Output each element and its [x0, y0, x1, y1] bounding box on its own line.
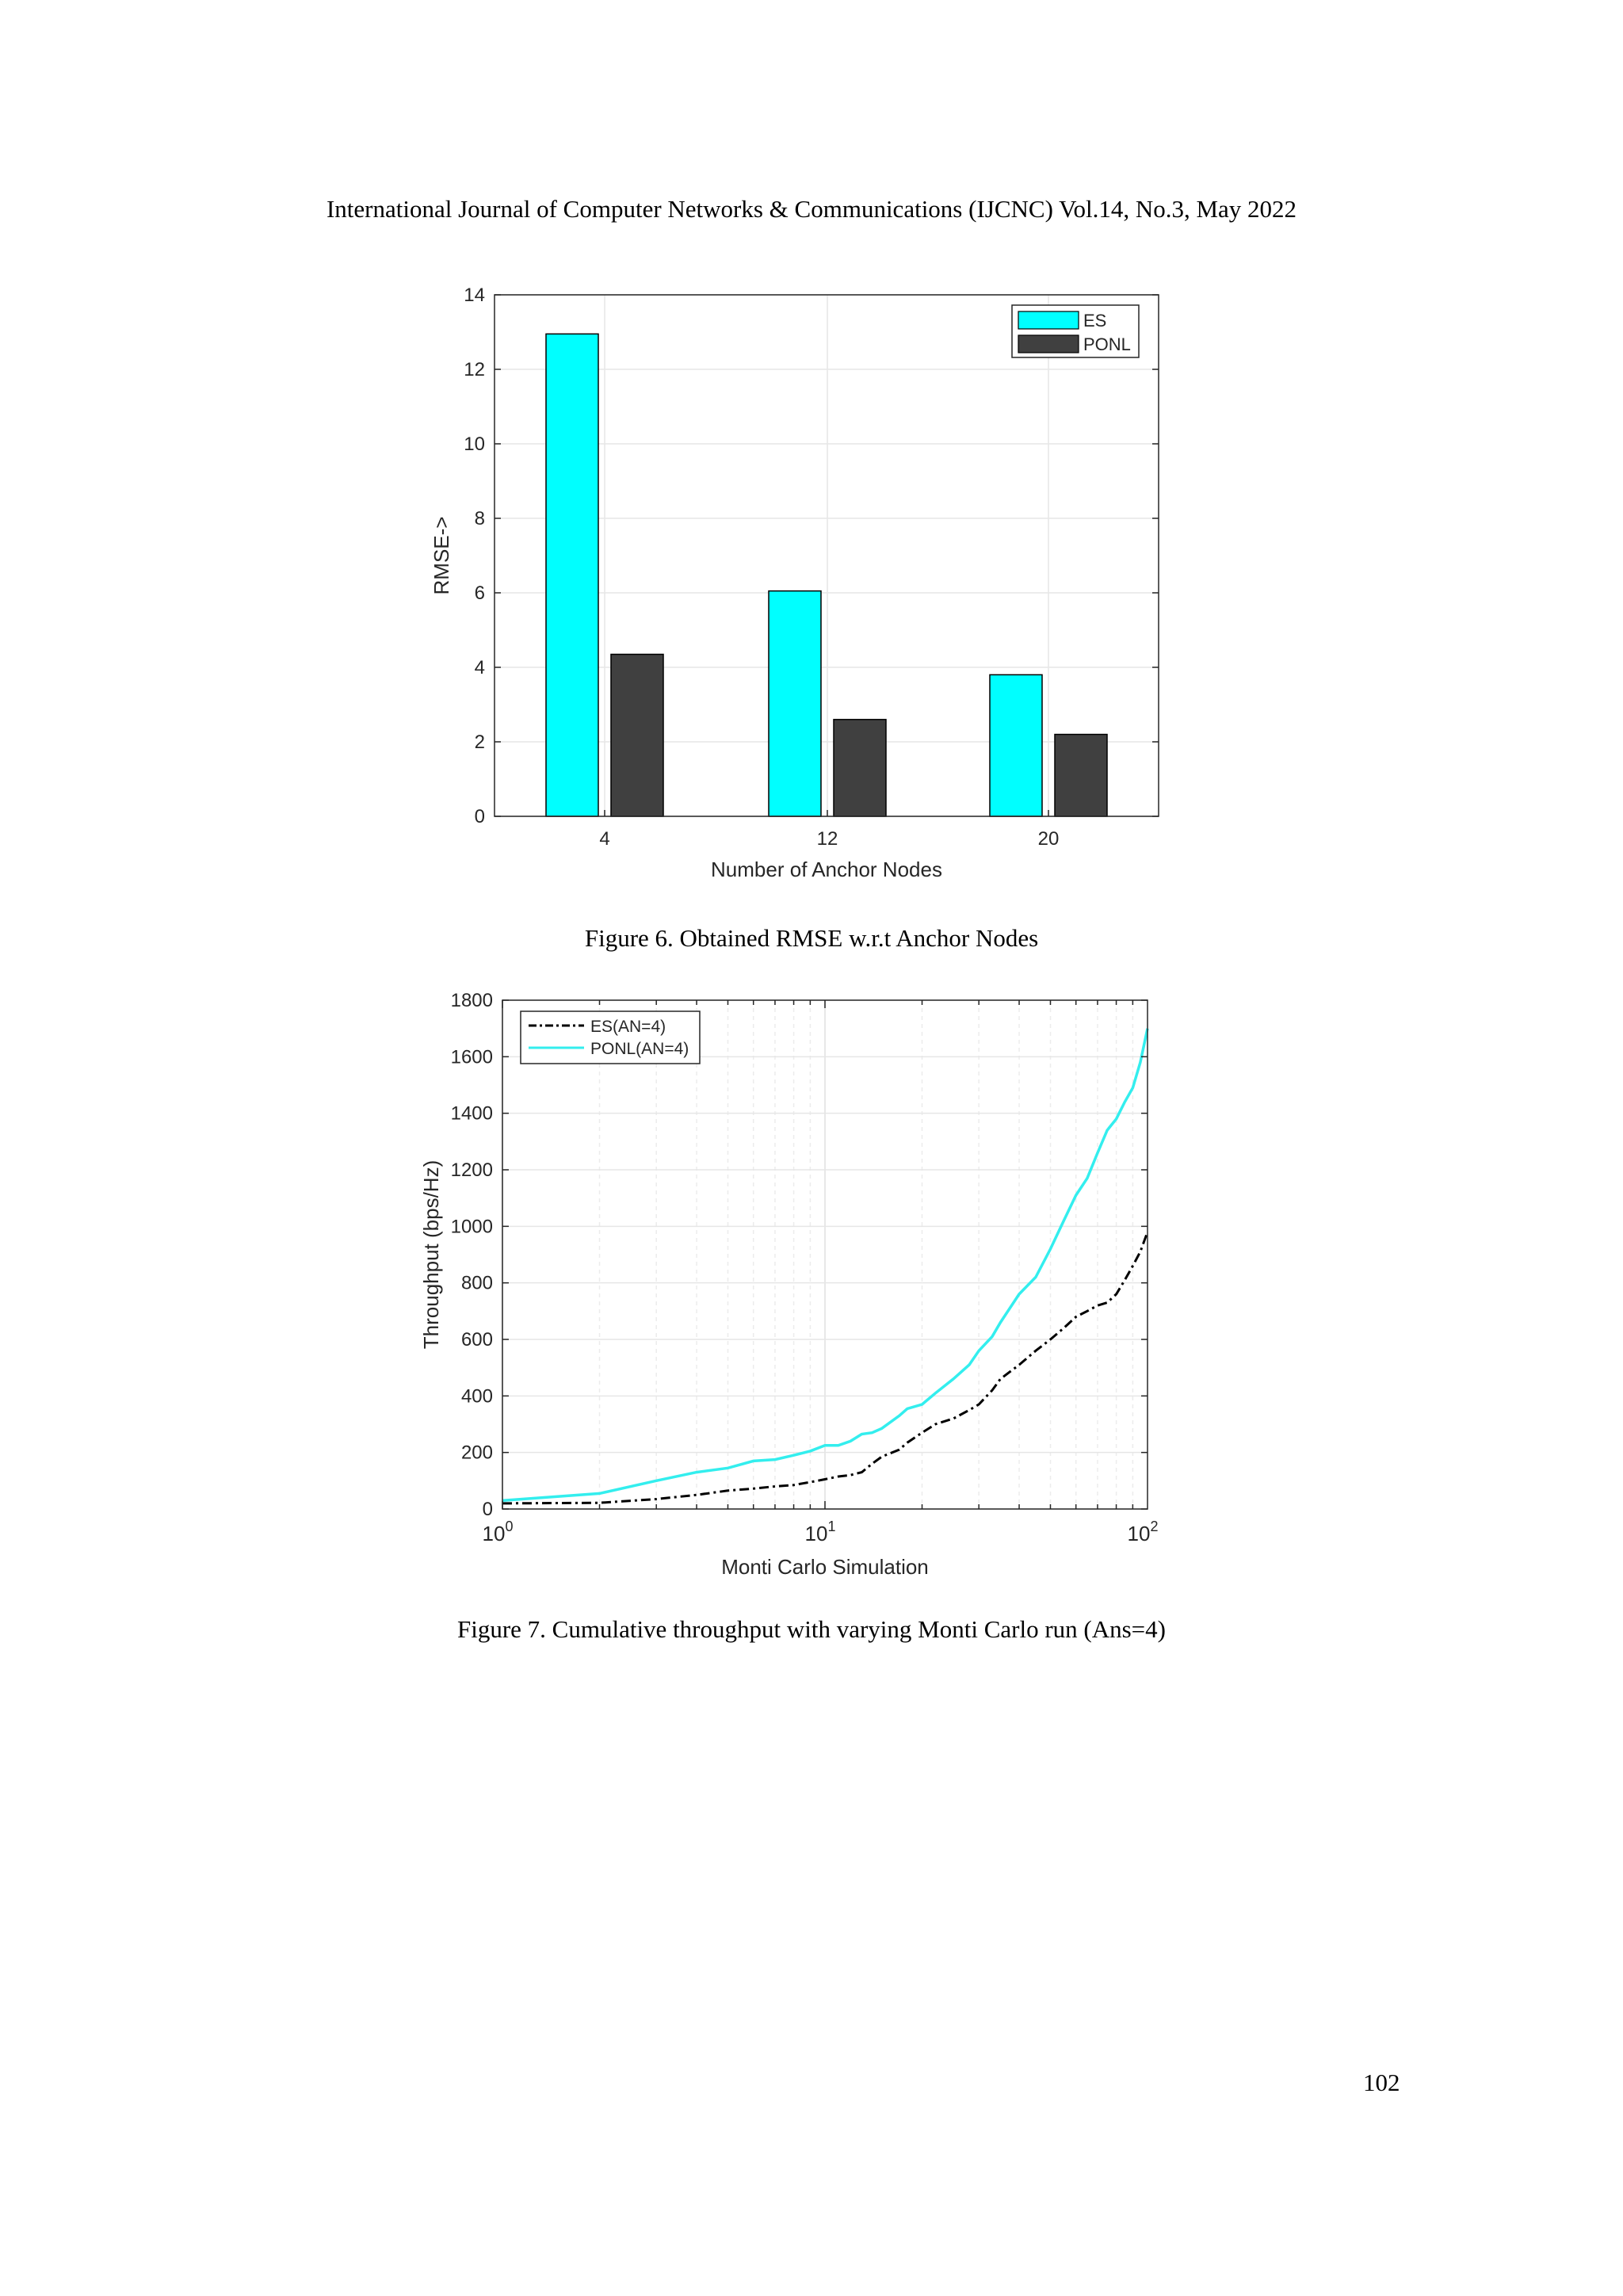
y-axis-label: RMSE-> [430, 516, 453, 595]
y-tick-label: 0 [474, 806, 485, 827]
y-tick-label: 1200 [450, 1159, 493, 1181]
x-tick-label: 20 [1037, 828, 1060, 850]
y-axis-label: Throughput (bps/Hz) [419, 1159, 443, 1350]
journal-header: International Journal of Computer Networks & Communications (IJCNC) Vol.14, No.3, May 2022 [326, 195, 1297, 223]
legend-label-ponl: PONL [1083, 334, 1131, 354]
y-tick-label: 8 [474, 508, 485, 529]
y-tick-label: 4 [474, 657, 485, 678]
page-number: 102 [1363, 2069, 1400, 2096]
figure-6-caption: Figure 6. Obtained RMSE w.r.t Anchor Nodes [584, 924, 1039, 952]
x-tick-label: 4 [599, 828, 610, 850]
y-tick-label: 1000 [450, 1216, 493, 1238]
y-tick-label: 800 [460, 1272, 493, 1294]
y-tick-label: 12 [464, 359, 485, 380]
y-tick-label: 200 [460, 1442, 493, 1464]
y-tick-label: 10 [464, 434, 485, 455]
x-tick-label: 12 [816, 828, 838, 850]
y-tick-label: 0 [482, 1499, 493, 1520]
y-tick-label: 400 [460, 1385, 493, 1408]
y-tick-label: 1800 [450, 990, 493, 1011]
y-tick-label: 1600 [450, 1046, 493, 1068]
x-tick-label-10-pow-1: $10^1$ [804, 1519, 836, 1545]
legend-label-es-an-4-: ES(AN=4) [590, 1018, 666, 1036]
figure-7-caption: Figure 7. Cumulative throughput with varying Monti Carlo run (Ans=4) [456, 1615, 1166, 1643]
x-axis-label: Monti Carlo Simulation [721, 1555, 929, 1579]
legend-label-ponl-an-4-: PONL(AN=4) [590, 1040, 689, 1058]
x-tick-label-10-pow-0: $10^0$ [482, 1519, 514, 1545]
y-tick-label: 6 [474, 583, 485, 604]
x-tick-label-10-pow-2: $10^2$ [1127, 1519, 1159, 1545]
legend-label-es: ES [1083, 311, 1107, 330]
y-tick-label: 2 [474, 732, 485, 753]
y-tick-label: 1400 [450, 1102, 493, 1125]
y-tick-label: 600 [460, 1329, 493, 1350]
x-axis-label: Number of Anchor Nodes [711, 858, 942, 881]
y-tick-label: 14 [464, 285, 485, 306]
